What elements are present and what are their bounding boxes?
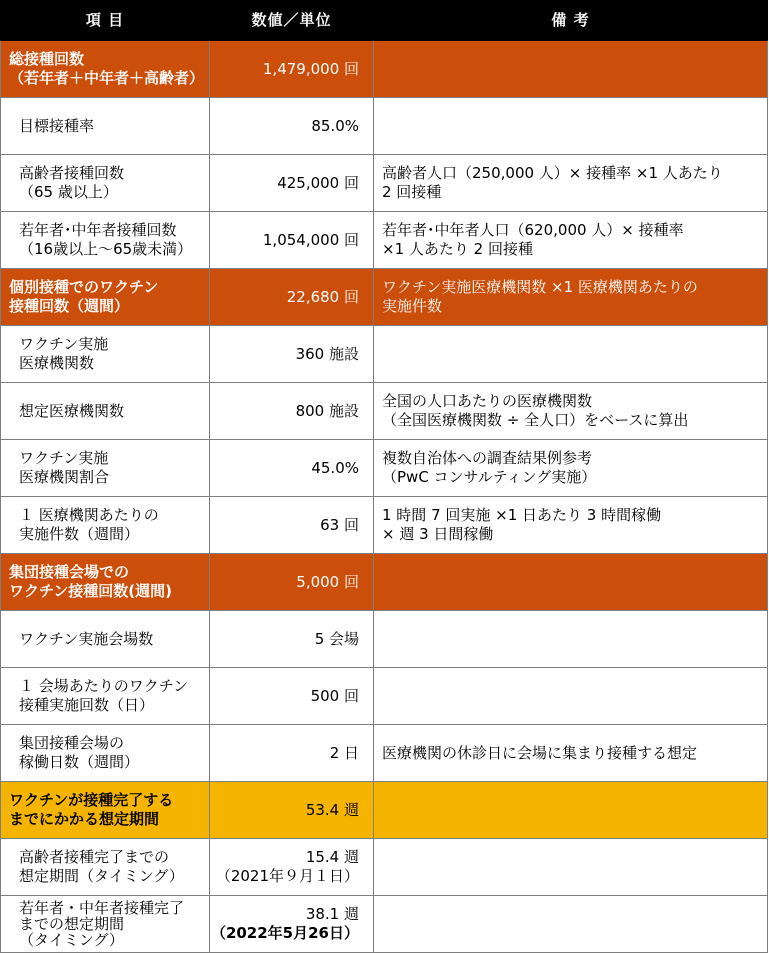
row-value: 5 会場	[210, 611, 374, 668]
table-row	[1, 725, 768, 782]
table-row	[1, 497, 768, 554]
row-note	[374, 98, 768, 155]
row-note: 1 時間 7 回実施 ×1 日あたり 3 時間稼働 × 週 3 日間稼働	[374, 497, 768, 554]
row-value: 425,000 回	[210, 155, 374, 212]
row-note: 高齢者人口（250,000 人）× 接種率 ×1 人あたり 2 回接種	[374, 155, 768, 212]
row-value: 45.0%	[210, 440, 374, 497]
row-note: 若年者･中年者人口（620,000 人）× 接種率 ×1 人あたり 2 回接種	[374, 212, 768, 269]
table-row	[1, 98, 768, 155]
row-item: 個別接種でのワクチン 接種回数（週間）	[1, 269, 210, 326]
table-row	[1, 611, 768, 668]
row-value: 63 回	[210, 497, 374, 554]
row-item: 若年者・中年者接種完了 までの想定期間 （タイミング）	[1, 896, 210, 953]
row-note: ワクチン実施医療機関数 ×1 医療機関あたりの 実施件数	[374, 269, 768, 326]
row-item: ワクチン実施 医療機関割合	[1, 440, 210, 497]
table-row	[1, 383, 768, 440]
row-value: 15.4 週 （2021年９月１日）	[210, 839, 374, 896]
row-item: 目標接種率	[1, 98, 210, 155]
row-value: 53.4 週	[210, 782, 374, 839]
row-note: 医療機関の休診日に会場に集まり接種する想定	[374, 725, 768, 782]
row-note: 複数自治体への調査結果例参考 （PwC コンサルティング実施）	[374, 440, 768, 497]
row-value: 360 施設	[210, 326, 374, 383]
row-item: １ 医療機関あたりの 実施件数（週間）	[1, 497, 210, 554]
row-value: 1,054,000 回	[210, 212, 374, 269]
row-item: ワクチンが接種完了する までにかかる想定期間	[1, 782, 210, 839]
table-row	[1, 839, 768, 896]
row-value: 38.1 週 （2022年5月26日）	[210, 896, 374, 953]
row-note: 全国の人口あたりの医療機関数 （全国医療機関数 ÷ 全人口）をベースに算出	[374, 383, 768, 440]
row-value: 85.0%	[210, 98, 374, 155]
table-row	[1, 212, 768, 269]
row-item: 若年者･中年者接種回数 （16歳以上～65歳未満）	[1, 212, 210, 269]
table-row	[1, 155, 768, 212]
row-value: 1,479,000 回	[210, 41, 374, 98]
row-item: 総接種回数 （若年者＋中年者＋高齢者）	[1, 41, 210, 98]
row-note	[374, 668, 768, 725]
table-row	[1, 41, 768, 98]
table-row	[1, 326, 768, 383]
row-note	[374, 839, 768, 896]
header-note: 備 考	[374, 1, 768, 41]
table-row	[1, 440, 768, 497]
row-item: 集団接種会場の 稼働日数（週間）	[1, 725, 210, 782]
row-note	[374, 611, 768, 668]
table-row	[1, 896, 768, 953]
header-value: 数値／単位	[210, 1, 374, 41]
row-value: 22,680 回	[210, 269, 374, 326]
row-note	[374, 896, 768, 953]
row-item: 想定医療機関数	[1, 383, 210, 440]
row-item: 高齢者接種完了までの 想定期間（タイミング）	[1, 839, 210, 896]
row-item: 集団接種会場での ワクチン接種回数(週間)	[1, 554, 210, 611]
table-row	[1, 782, 768, 839]
table-row	[1, 668, 768, 725]
row-item: ワクチン実施 医療機関数	[1, 326, 210, 383]
row-item: ワクチン実施会場数	[1, 611, 210, 668]
row-item: １ 会場あたりのワクチン 接種実施回数（日）	[1, 668, 210, 725]
row-value: 800 施設	[210, 383, 374, 440]
row-value: 5,000 回	[210, 554, 374, 611]
row-note	[374, 41, 768, 98]
row-note	[374, 782, 768, 839]
row-note	[374, 554, 768, 611]
table-row	[1, 554, 768, 611]
row-value: 2 日	[210, 725, 374, 782]
row-value: 500 回	[210, 668, 374, 725]
header-row	[1, 1, 768, 41]
table-row	[1, 269, 768, 326]
row-item: 高齢者接種回数 （65 歳以上）	[1, 155, 210, 212]
header-item: 項 目	[1, 1, 210, 41]
row-note	[374, 326, 768, 383]
